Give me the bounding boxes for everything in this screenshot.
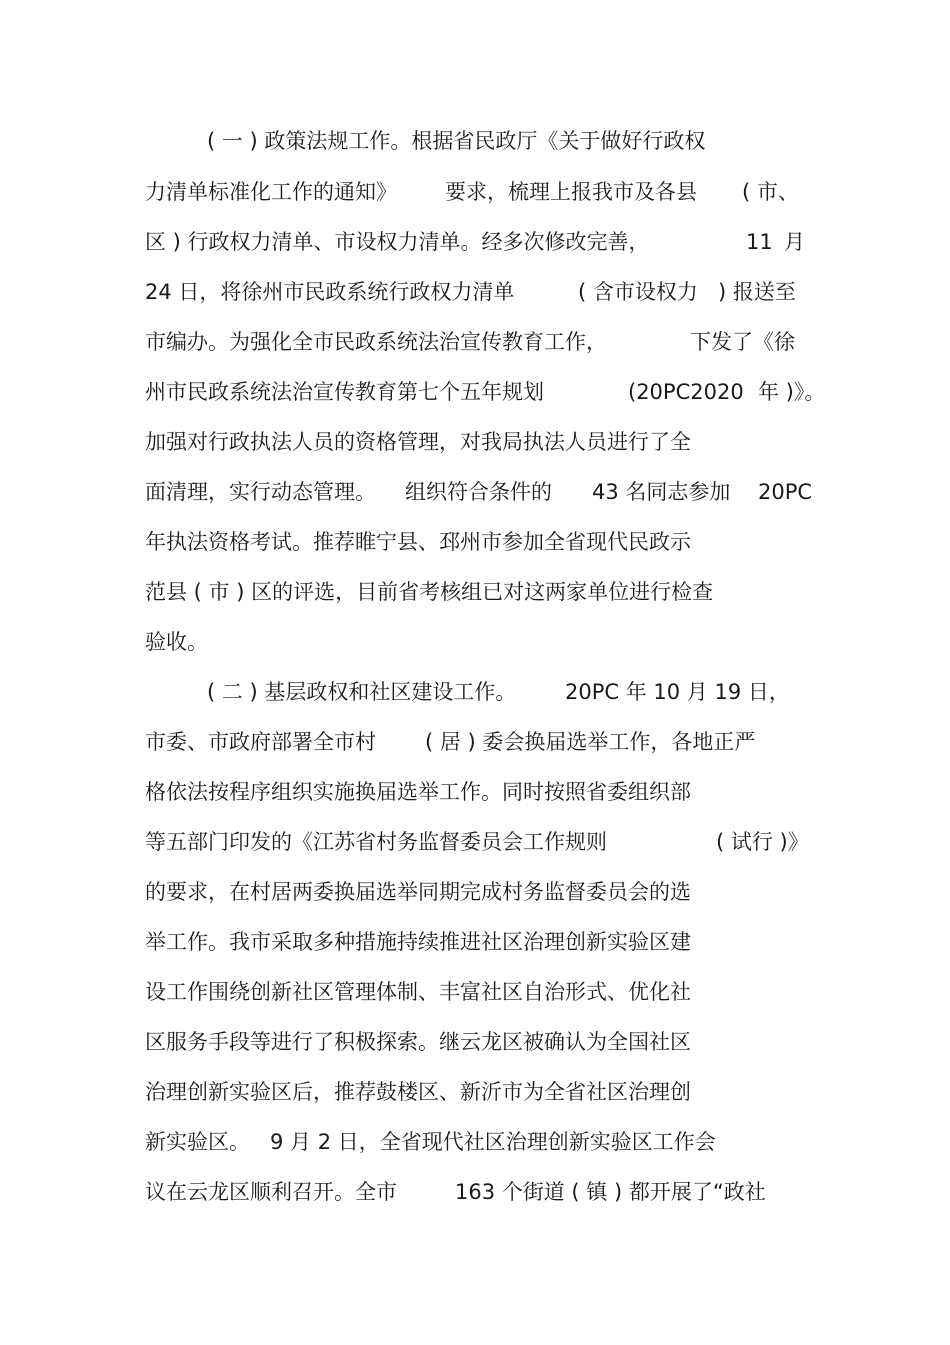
paragraph-2-line-6 bbox=[0, 926, 691, 958]
text-segment: 市编办。为强化全市民政系统法治宣传教育工作， bbox=[145, 330, 607, 354]
text-segment: 9 月 2 日，全省现代社区治理创新实验区工作会 bbox=[270, 1130, 716, 1154]
paragraph-1-line-5 bbox=[0, 326, 795, 358]
text-segment: 年 )》。 bbox=[758, 380, 826, 404]
paragraph-2-line-4 bbox=[0, 826, 809, 858]
text-segment: 月 bbox=[784, 230, 805, 254]
text-segment: 区 ) 行政权力清单、市设权力清单。经多次修改完善， bbox=[145, 230, 650, 254]
text-segment: ( 含市设权力 bbox=[578, 280, 698, 304]
text-segment: 设工作围绕创新社区管理体制、丰富社区自治形式、优化社 bbox=[145, 980, 691, 1004]
text-segment: 加强对行政执法人员的资格管理，对我局执法人员进行了全 bbox=[145, 430, 691, 454]
text-segment: 治理创新实验区后，推荐鼓楼区、新沂市为全省社区治理创 bbox=[145, 1080, 691, 1104]
text-segment: ( 市、 bbox=[742, 180, 799, 204]
text-segment: 范县 ( 市 ) 区的评选，目前省考核组已对这两家单位进行检查 bbox=[145, 580, 714, 604]
paragraph-2-line-1 bbox=[0, 676, 790, 708]
text-segment: 组织符合条件的 bbox=[405, 480, 552, 504]
text-segment: ( 二 ) 基层政权和社区建设工作。 bbox=[207, 680, 517, 704]
paragraph-1-line-4 bbox=[0, 276, 796, 308]
paragraph-1-line-9 bbox=[0, 526, 691, 558]
text-segment: ( 居 ) 委会换届选举工作，各地正严 bbox=[425, 730, 756, 754]
text-segment: 11 bbox=[746, 230, 773, 254]
text-segment: ) 报送至 bbox=[718, 280, 796, 304]
text-segment: 20PC 年 10 月 19 日， bbox=[565, 680, 790, 704]
text-segment: ( 一 ) 政策法规工作。根据省民政厅《关于做好行政权 bbox=[207, 129, 706, 153]
paragraph-2-line-7 bbox=[0, 976, 691, 1008]
paragraph-2-line-2 bbox=[0, 726, 756, 758]
paragraph-1-line-1 bbox=[0, 125, 706, 157]
text-segment: 力清单标准化工作的通知》 bbox=[145, 180, 397, 204]
paragraph-2-line-9 bbox=[0, 1076, 691, 1108]
paragraph-1-line-7 bbox=[0, 426, 691, 458]
text-segment: 新实验区。 bbox=[145, 1130, 250, 1154]
paragraph-1-line-10 bbox=[0, 576, 714, 608]
text-segment: ( 试行 )》 bbox=[716, 830, 809, 854]
paragraph-2-line-8 bbox=[0, 1026, 691, 1058]
paragraph-2-line-5 bbox=[0, 876, 691, 908]
paragraph-1-line-2 bbox=[0, 176, 799, 208]
paragraph-2-line-11 bbox=[0, 1176, 766, 1208]
text-segment: 州市民政系统法治宣传教育第七个五年规划 bbox=[145, 380, 544, 404]
paragraph-2-line-10 bbox=[0, 1126, 716, 1158]
text-segment: 市委、市政府部署全市村 bbox=[145, 730, 376, 754]
text-segment: 面清理，实行动态管理。 bbox=[145, 480, 376, 504]
paragraph-1-line-8 bbox=[0, 476, 813, 508]
text-segment: 要求，梳理上报我市及各县 bbox=[445, 180, 697, 204]
text-segment: (20PC2020 bbox=[628, 380, 744, 404]
text-segment: 24 日，将徐州市民政系统行政权力清单 bbox=[145, 280, 515, 304]
text-segment: 20PC bbox=[758, 480, 813, 504]
text-segment: 举工作。我市采取多种措施持续推进社区治理创新实验区建 bbox=[145, 930, 691, 954]
paragraph-2-line-3 bbox=[0, 776, 691, 808]
text-segment: 163 个街道 ( 镇 ) 都开展了“政社 bbox=[455, 1180, 766, 1204]
text-segment: 年执法资格考试。推荐睢宁县、邳州市参加全省现代民政示 bbox=[145, 530, 691, 554]
text-segment: 验收。 bbox=[145, 630, 208, 654]
text-segment: 43 名同志参加 bbox=[592, 480, 731, 504]
text-segment: 的要求，在村居两委换届选举同期完成村务监督委员会的选 bbox=[145, 880, 691, 904]
text-segment: 下发了《徐 bbox=[690, 330, 795, 354]
text-segment: 格依法按程序组织实施换届选举工作。同时按照省委组织部 bbox=[145, 780, 691, 804]
paragraph-1-line-11 bbox=[0, 626, 208, 658]
paragraph-1-line-6 bbox=[0, 376, 826, 408]
text-segment: 区服务手段等进行了积极探索。继云龙区被确认为全国社区 bbox=[145, 1030, 691, 1054]
text-segment: 议在云龙区顺利召开。全市 bbox=[145, 1180, 397, 1204]
text-segment: 等五部门印发的《江苏省村务监督委员会工作规则 bbox=[145, 830, 607, 854]
paragraph-1-line-3 bbox=[0, 226, 805, 258]
